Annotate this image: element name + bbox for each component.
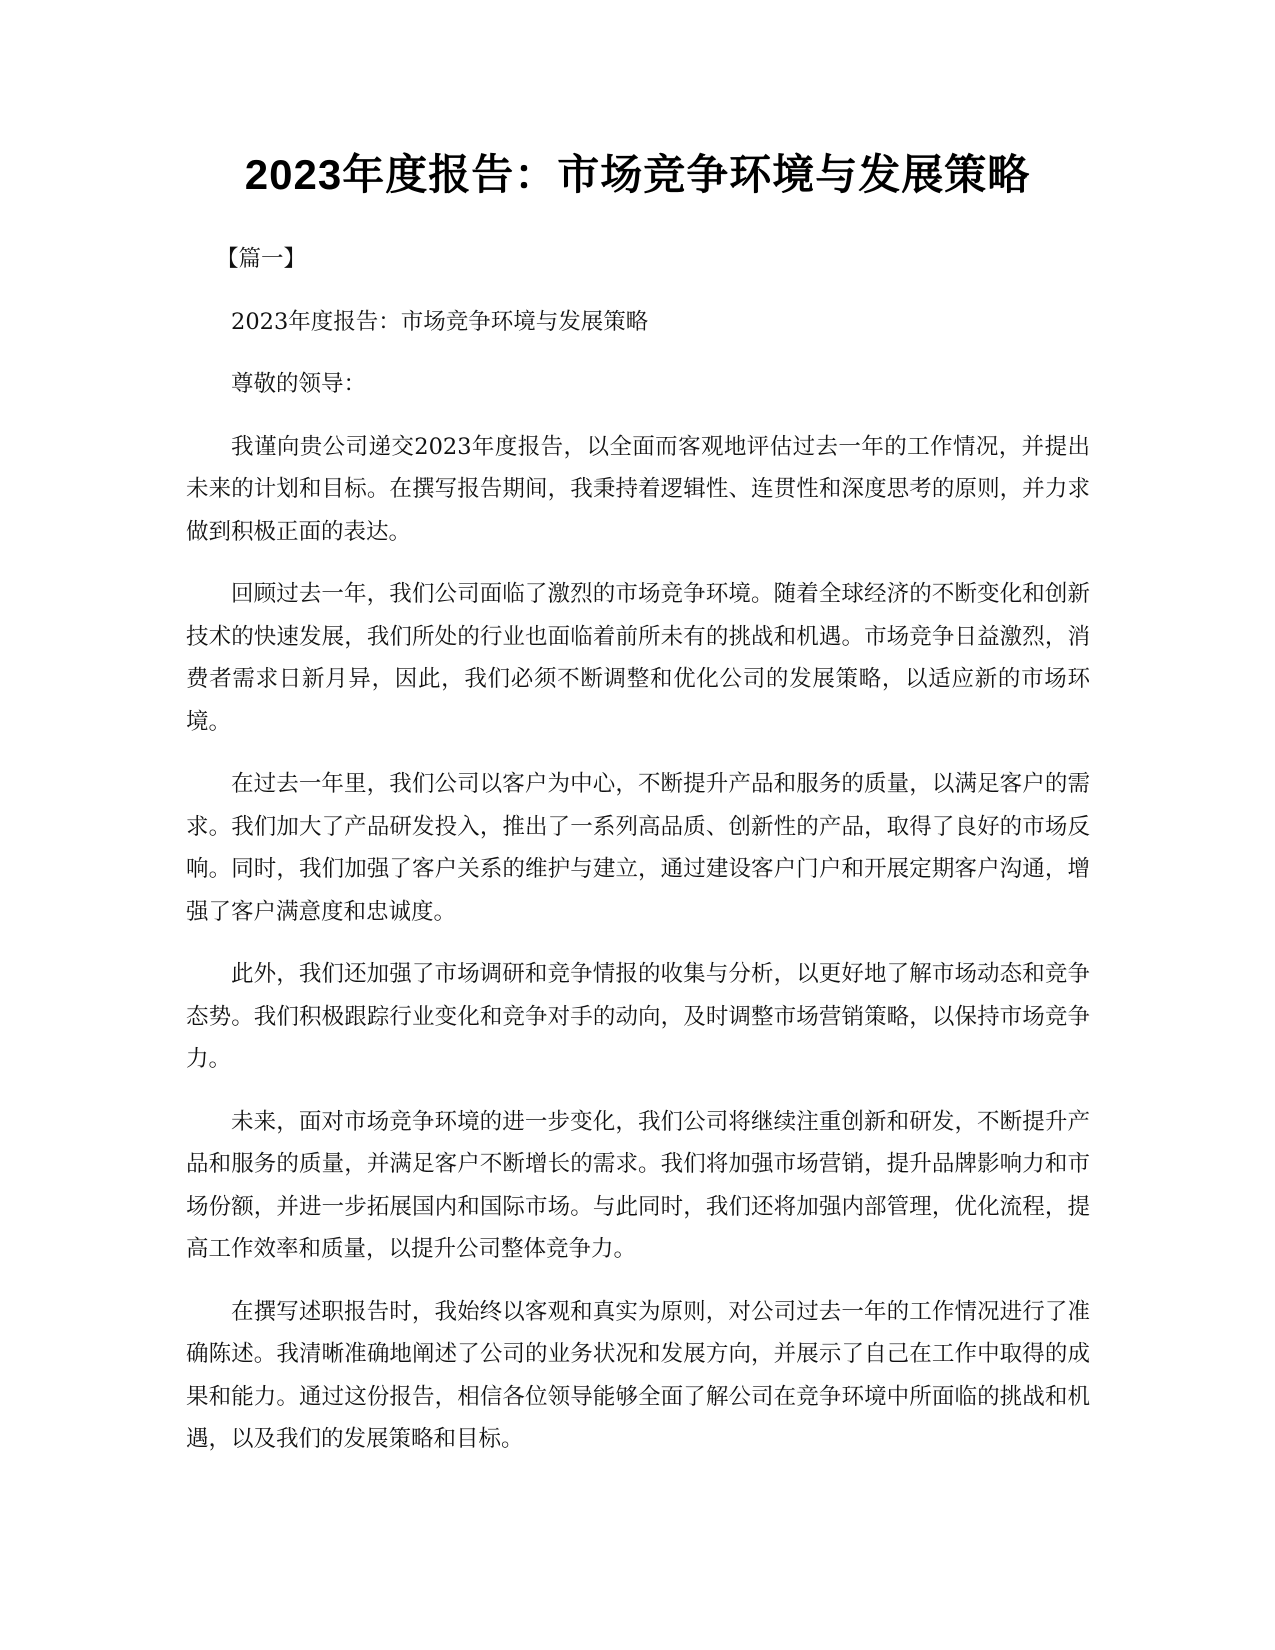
- paragraph-review: 回顾过去一年，我们公司面临了激烈的市场竞争环境。随着全球经济的不断变化和创新技术的快速发展，我们所处的行业也面临着前所未有的挑战和机遇。市场竞争日益激烈，消费者需求日新月异，因此，我们必须不断调整和优化公司的发展策略，以适应新的市场环境。: [186, 581, 1090, 735]
- paragraph-customer-focus: 在过去一年里，我们公司以客户为中心，不断提升产品和服务的质量，以满足客户的需求。我们加大了产品研发投入，推出了一系列高品质、创新性的产品，取得了良好的市场反响。同时，我们加强了客户关系的维护与建立，通过建设客户门户和开展定期客户沟通，增强了客户满意度和忠诚度。: [186, 771, 1090, 925]
- document-subtitle: 2023年度报告：市场竞争环境与发展策略: [231, 308, 649, 335]
- document-title: 2023年度报告：市场竞争环境与发展策略: [244, 151, 1031, 198]
- paragraph-market-research: 此外，我们还加强了市场调研和竞争情报的收集与分析，以更好地了解市场动态和竞争态势。我们积极跟踪行业变化和竞争对手的动向，及时调整市场营销策略，以保持市场竞争力。: [186, 961, 1090, 1072]
- paragraph-future-plans: 未来，面对市场竞争环境的进一步变化，我们公司将继续注重创新和研发，不断提升产品和服务的质量，并满足客户不断增长的需求。我们将加强市场营销，提升品牌影响力和市场份额，并进一步拓展国内和国际市场。与此同时，我们还将加强内部管理，优化流程，提高工作效率和质量，以提升公司整体竞争力。: [186, 1108, 1090, 1262]
- section-label: 【篇一】: [216, 246, 307, 272]
- salutation: 尊敬的领导：: [231, 371, 367, 397]
- paragraph-conclusion: 在撰写述职报告时，我始终以客观和真实为原则，对公司过去一年的工作情况进行了准确陈述。我清晰准确地阐述了公司的业务状况和发展方向，并展示了自己在工作中取得的成果和能力。通过这份报告，相信各位领导能够全面了解公司在竞争环境中所面临的挑战和机遇，以及我们的发展策略和目标。: [186, 1298, 1090, 1452]
- document-body: [186, 238, 1090, 1481]
- paragraph-intro: 我谨向贵公司递交2023年度报告，以全面而客观地评估过去一年的工作情况，并提出未来的计划和目标。在撰写报告期间，我秉持着逻辑性、连贯性和深度思考的原则，并力求做到积极正面的表达。: [186, 433, 1090, 545]
